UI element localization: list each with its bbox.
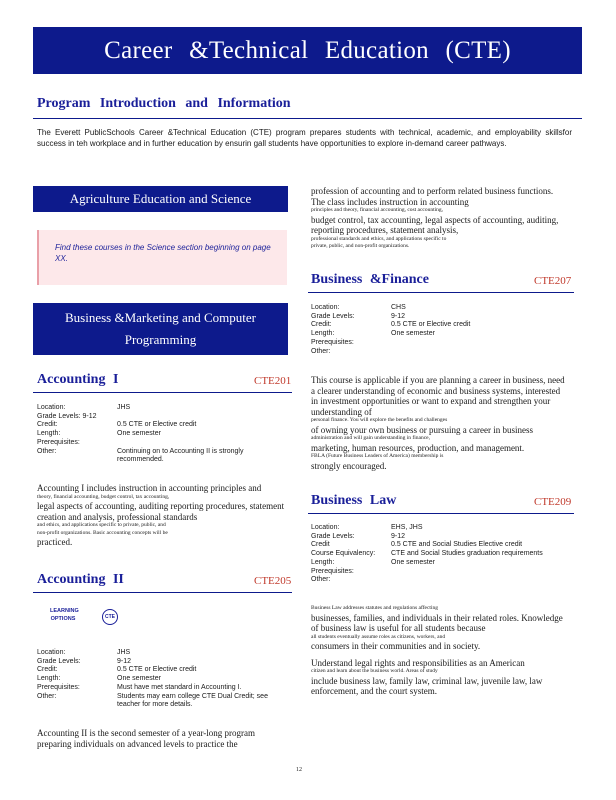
info-key: Grade Levels: 9-12 [37, 412, 97, 420]
info-row [311, 313, 571, 322]
info-row [311, 559, 571, 568]
business-law-info [311, 524, 571, 585]
info-value: Students may earn college CTE Dual Credit; see teacher for more details. [117, 692, 268, 709]
course-code-accounting-2: CTE205 [254, 575, 292, 587]
info-key: Other: [37, 692, 57, 700]
info-key: Other: [37, 447, 57, 455]
info-row [37, 675, 287, 684]
info-key: Credit: [311, 321, 332, 329]
desc-line-small: non-profit organizations. Basic accounting concepts will be [37, 529, 168, 536]
accounting-2-info [37, 649, 287, 710]
info-row [37, 448, 287, 465]
info-value: JHS [117, 404, 131, 411]
course-code-business-law: CTE209 [534, 496, 572, 508]
info-value [391, 339, 571, 348]
info-row [311, 330, 571, 339]
info-value: One semester [117, 430, 161, 438]
info-row [37, 430, 287, 439]
desc-line: This course is applicable if you are planning a career in business, need a clearer understanding of economic and business systems, interested in investment opportunities or want to expand and strengthen your understanding of [311, 375, 565, 417]
page-number: 12 [296, 767, 302, 773]
info-key: Length: [37, 430, 61, 438]
business-finance-rule [308, 292, 574, 293]
desc-line: include business law, family law, criminal law, juvenile law, law enforcement, and the court system. [311, 675, 543, 696]
desc-line-small: FBLA (Future Business Leaders of America) membership is [311, 453, 444, 459]
info-value [117, 413, 287, 422]
course-title-accounting-2: Accounting II [37, 572, 124, 587]
desc-line: budget control, tax accounting, legal aspects of accounting, auditing, reporting procedures, statement analysis, [311, 214, 559, 235]
info-key: Prerequisites: [37, 438, 80, 446]
course-title-business-finance: Business &Finance [311, 272, 429, 287]
learning-options [38, 605, 118, 631]
info-key: Location: [311, 524, 340, 531]
info-key: Credit: [37, 666, 58, 674]
cte-badge-icon: CTE [102, 609, 118, 625]
info-row [37, 666, 287, 675]
info-value: EHS, JHS [391, 524, 423, 531]
desc-line-small: personal finance. You will explore the benefits and challenges [311, 417, 448, 423]
info-row [37, 413, 287, 422]
desc-line: consumers in their communities and in society. [311, 641, 481, 651]
desc-line-small: citizen and learn about the business world. Areas of study [311, 668, 438, 674]
info-value: 0.5 CTE or Elective credit [117, 421, 197, 429]
desc-line-small: administration and will gain understanding in finance, [311, 435, 430, 441]
learning-options-label: LEARNING OPTIONS [50, 608, 79, 622]
info-key: Grade Levels: [311, 532, 355, 540]
agriculture-note: Find these courses in the Science section beginning on page XX. [37, 230, 287, 285]
accounting-1-rule [33, 392, 292, 393]
desc-line-small: theory, financial accounting, budget control, tax accounting, [37, 493, 170, 500]
info-value: JHS [117, 649, 131, 656]
info-row [311, 568, 571, 577]
info-value: 9-12 [391, 312, 406, 320]
info-value: Continuing on to Accounting II is strongly recommended. [117, 447, 244, 464]
course-code-business-finance: CTE207 [534, 275, 572, 287]
info-value [391, 348, 571, 357]
accounting-2-rule [33, 592, 292, 593]
desc-line: Accounting II is the second semester of a year-long program preparing individuals on advanced levels to practice the [37, 728, 255, 749]
business-finance-info [311, 304, 571, 356]
page-banner: Career &Technical Education (CTE) [33, 27, 582, 74]
intro-rule [33, 118, 582, 119]
info-value: CHS [391, 304, 406, 311]
info-value [391, 576, 571, 585]
info-key: Course Equivalency: [311, 550, 376, 558]
info-key: Grade Levels: [311, 312, 355, 320]
desc-line-small: all students eventually assume roles as citizens, workers, and [311, 633, 446, 640]
info-value [117, 439, 287, 448]
info-value: 0.5 CTE and Social Studies Elective credit [391, 541, 523, 549]
info-value: One semester [391, 558, 435, 566]
desc-line: strongly encouraged. [311, 460, 387, 471]
info-row [311, 321, 571, 330]
intro-text: The Everett PublicSchools Career &Technical Education (CTE) program prepares students with technical, academic, and employability skillsfor success in teh workplace and in further education by ensurin gall students have opportunities to explore in-demand career pathways. [37, 128, 572, 148]
desc-line: profession of accounting and to perform related business functions. The class includes instruction in accounting [311, 186, 554, 207]
business-marketing-banner: Business &Marketing and Computer Programming [33, 303, 288, 355]
info-key: Other: [311, 576, 331, 584]
info-key: Credit [311, 541, 330, 549]
info-row [37, 421, 287, 430]
desc-line: practiced. [37, 537, 73, 547]
info-key: Prerequisites: [311, 338, 354, 346]
info-key: Location: [37, 404, 66, 411]
info-row [37, 684, 287, 693]
info-value: 0.5 CTE or Elective credit [117, 666, 197, 674]
course-title-business-law: Business Law [311, 493, 397, 508]
accounting-2-description [37, 728, 290, 749]
agriculture-banner: Agriculture Education and Science [33, 186, 288, 212]
info-key: Location: [37, 649, 66, 656]
info-value: Must have met standard in Accounting I. [117, 683, 242, 691]
desc-line-small: professional standards and ethics, and applications specific to [311, 235, 447, 242]
info-value: One semester [391, 330, 435, 338]
course-title-accounting-1: Accounting I [37, 372, 119, 387]
info-key: Prerequisites: [37, 683, 80, 691]
info-row [37, 693, 287, 710]
desc-line-small: principles and theory, financial accounting, cost accounting, [311, 207, 444, 213]
desc-line: marketing, human resources, production, and management. [311, 442, 525, 453]
info-row [311, 524, 571, 533]
info-value: 9-12 [391, 532, 406, 540]
accounting-1-description [37, 483, 290, 548]
accounting-2-continuation [311, 186, 569, 251]
info-row [311, 339, 571, 348]
info-row [37, 404, 287, 413]
info-row [311, 541, 571, 550]
desc-line: Understand legal rights and responsibilities as an American [311, 657, 525, 668]
info-key: Other: [311, 347, 331, 355]
info-row [311, 533, 571, 542]
info-key: Length: [311, 330, 335, 338]
info-key: Location: [311, 304, 340, 311]
info-row [37, 439, 287, 448]
info-value [391, 568, 571, 577]
info-row [37, 649, 287, 658]
desc-line: businesses, families, and individuals in their related roles. Knowledge of business law is useful for all students because [311, 612, 563, 633]
business-law-description [311, 605, 569, 697]
info-row [311, 550, 571, 559]
course-code-accounting-1: CTE201 [254, 375, 292, 387]
desc-line: of owning your own business or pursuing a career in business [311, 424, 533, 435]
business-law-rule [308, 513, 574, 514]
info-row [311, 348, 571, 357]
info-value: 0.5 CTE or Elective credit [391, 321, 471, 329]
desc-line-small: and ethics, and applications specific to private, public, and [37, 522, 166, 528]
info-key: Length: [311, 558, 335, 566]
accounting-1-info [37, 404, 287, 465]
info-key: Prerequisites: [311, 567, 354, 575]
info-key: Length: [37, 675, 61, 683]
info-row [311, 304, 571, 313]
desc-line: Accounting I includes instruction in accounting principles and [37, 483, 262, 493]
info-key: Credit: [37, 421, 58, 429]
info-row [37, 658, 287, 667]
info-value: CTE and Social Studies graduation requirements [391, 550, 543, 558]
desc-line: legal aspects of accounting, auditing reporting procedures, statement creation and analysis, professional standards [37, 501, 285, 522]
info-row [311, 576, 571, 585]
desc-line-small: private, public, and non-profit organizations. [311, 243, 410, 249]
intro-heading: Program Introduction and Information [37, 96, 291, 111]
info-value: 9-12 [117, 657, 132, 665]
info-key: Grade Levels: [37, 657, 81, 665]
business-finance-description [311, 375, 569, 471]
desc-line-small: Business Law addresses statutes and regulations affecting [311, 605, 438, 611]
info-value: One semester [117, 675, 161, 683]
